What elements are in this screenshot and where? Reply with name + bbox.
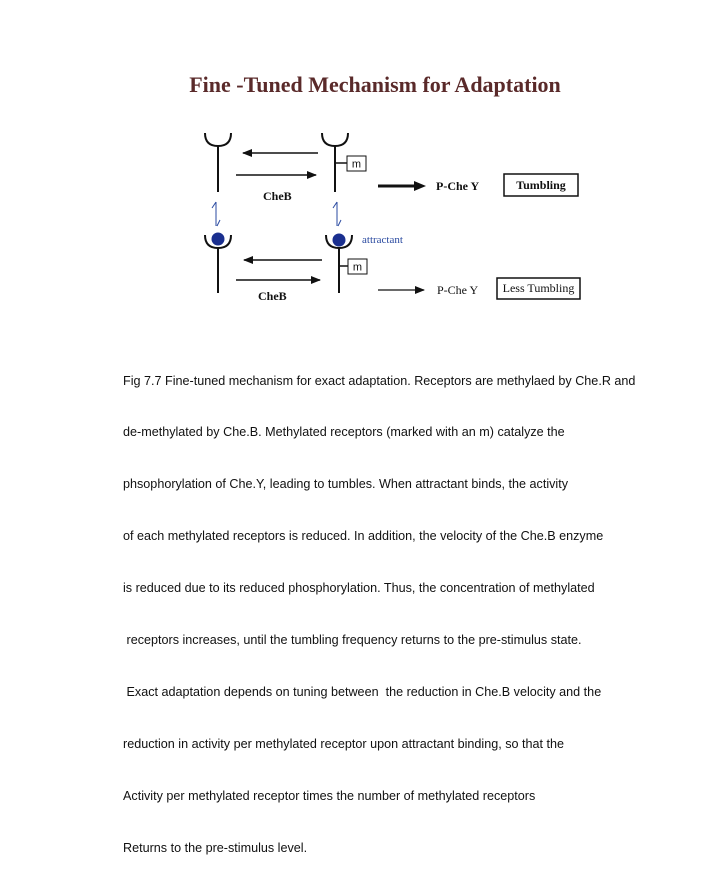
caption-line: is reduced due to its reduced phosphorylation. Thus, the concentration of methylated <box>123 581 595 596</box>
attractant-ligand-left <box>212 233 225 246</box>
p-chey-label-bottom: P-Che Y <box>437 283 479 297</box>
caption-line: de-methylated by Che.B. Methylated receptors (marked with an m) catalyze the <box>123 425 565 440</box>
cheb-label-top: CheB <box>263 189 292 203</box>
p-chey-label-top: P-Che Y <box>436 179 480 193</box>
tumbling-label: Tumbling <box>516 178 566 192</box>
adaptation-diagram <box>0 0 720 330</box>
caption-line: Activity per methylated receptor times the number of methylated receptors <box>123 788 536 803</box>
caption-line: Returns to the pre-stimulus level. <box>123 840 308 855</box>
less-tumbling-label: Less Tumbling <box>502 281 575 295</box>
receptor-methylated-top <box>322 133 348 192</box>
arrow-phospho-top <box>378 181 426 191</box>
caption-line: receptors increases, until the tumbling frequency returns to the pre-stimulus state. <box>123 633 582 648</box>
caption-line: phsophorylation of Che.Y, leading to tumbles. When attractant binds, the activity <box>123 477 569 492</box>
caption-line: reduction in activity per methylated receptor upon attractant binding, so that the <box>123 736 565 751</box>
attractant-ligand-right <box>333 234 346 247</box>
methyl-mark-bottom: m <box>352 261 363 274</box>
title-text: Fine -Tuned Mechanism for Adaptation <box>189 72 561 97</box>
methyl-mark-top: m <box>351 158 362 171</box>
binding-arrow-right <box>333 202 341 226</box>
caption-line: of each methylated receptors is reduced. In addition, the velocity of the Che.B enzyme <box>123 529 604 544</box>
caption-line: Fig 7.7 Fine-tuned mechanism for exact adaptation. Receptors are methylaed by Che.R and <box>123 373 636 388</box>
receptor-unmethylated-top <box>205 133 231 192</box>
figure-caption <box>123 338 703 874</box>
cheb-label-bottom: CheB <box>258 289 287 303</box>
attractant-label: attractant <box>362 234 403 246</box>
binding-arrow-left <box>212 202 220 226</box>
caption-line: Exact adaptation depends on tuning between the reduction in Che.B velocity and the <box>123 684 602 699</box>
